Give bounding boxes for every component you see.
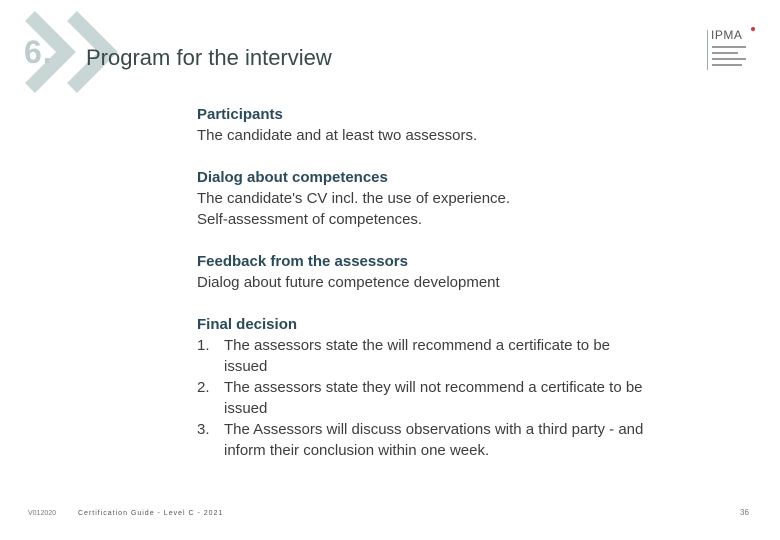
list-item xyxy=(197,335,657,377)
section-feedback xyxy=(197,251,657,293)
section-heading: Feedback from the assessors xyxy=(197,253,408,270)
list-number: 2. xyxy=(197,379,210,396)
section-number: 6. xyxy=(24,34,53,70)
footer-version: V012020 xyxy=(28,510,57,517)
section-dialog xyxy=(197,167,657,230)
list-text: The assessors state the will recommend a certificate to be issued xyxy=(224,337,611,375)
page-number: 36 xyxy=(740,508,749,517)
list-item xyxy=(197,419,657,461)
footer-doc-title: Certification Guide - Level C - 2021 xyxy=(78,510,224,517)
decision-list xyxy=(197,335,657,461)
section-text: Dialog about future competence development xyxy=(197,274,500,291)
section-heading: Dialog about competences xyxy=(197,169,388,186)
section-final-decision xyxy=(197,314,657,461)
list-number: 1. xyxy=(197,337,210,354)
section-text: The candidate's CV incl. the use of experience. xyxy=(197,190,511,207)
section-heading: Final decision xyxy=(197,316,298,333)
logo-text: IPMA xyxy=(711,28,743,42)
list-item xyxy=(197,377,657,419)
section-participants xyxy=(197,104,657,146)
slide-content xyxy=(197,104,657,482)
section-heading: Participants xyxy=(197,106,283,123)
section-text: The candidate and at least two assessors. xyxy=(197,127,478,144)
page-title: Program for the interview xyxy=(86,45,332,70)
ipma-logo xyxy=(707,30,759,74)
list-number: 3. xyxy=(197,421,210,438)
list-text: The assessors state they will not recommend a certificate to be issued xyxy=(224,379,643,417)
list-text: The Assessors will discuss observations with a third party - and inform their conclusion within one week. xyxy=(224,421,644,459)
section-text: Self-assessment of competences. xyxy=(197,211,423,228)
